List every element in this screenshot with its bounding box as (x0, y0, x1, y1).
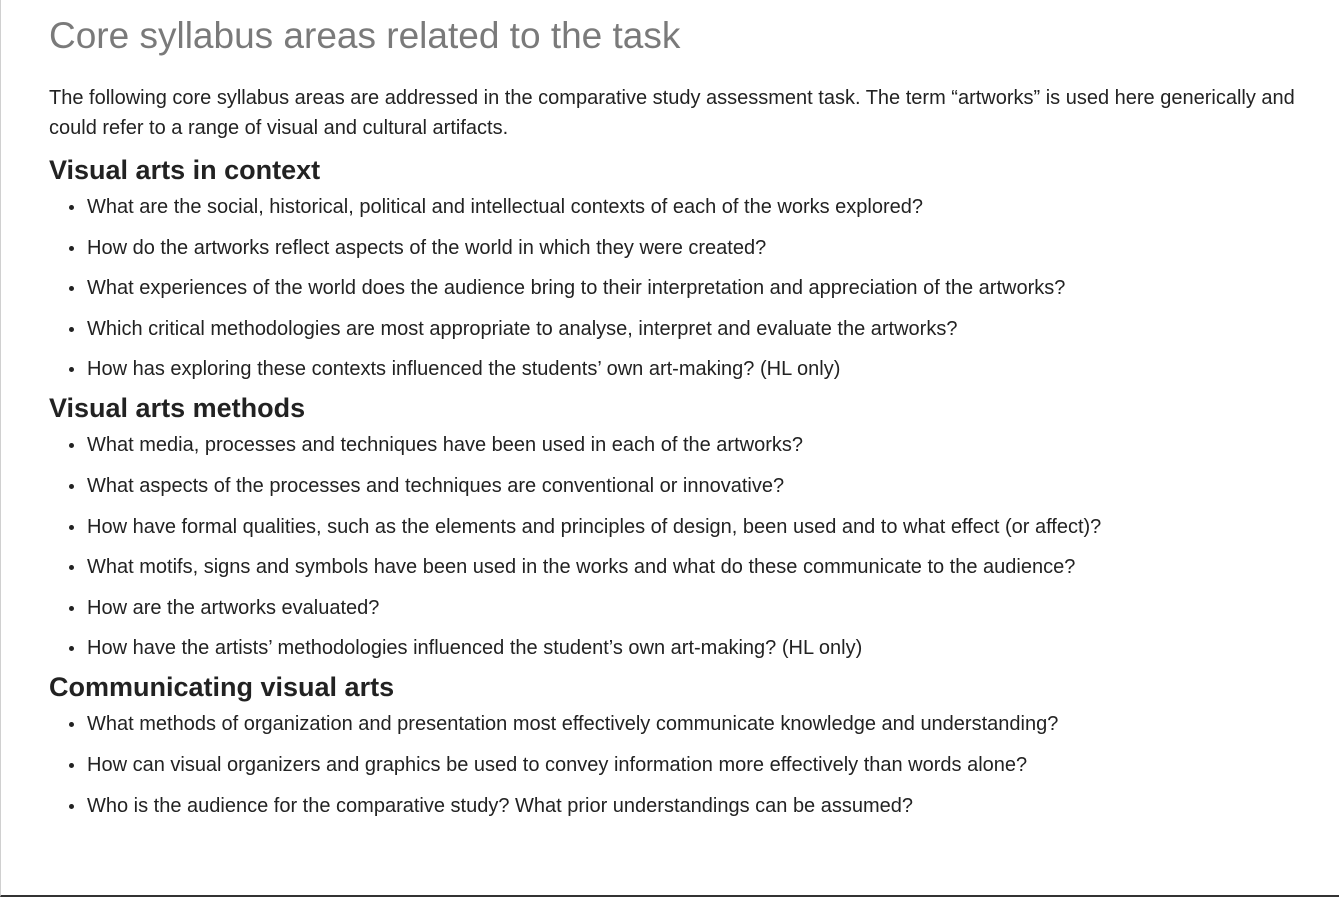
list-item: How have the artists’ methodologies influenced the student’s own art-making? (HL only) (87, 636, 1329, 660)
list-item: How are the artworks evaluated? (87, 596, 1329, 620)
intro-paragraph: The following core syllabus areas are addressed in the comparative study assessment task. The term “artworks” is used here generically and could refer to a range of visual and cultural artifacts. (49, 87, 1295, 139)
list-item: How has exploring these contexts influenced the students’ own art-making? (HL only) (87, 357, 1329, 381)
list-item: What media, processes and techniques have been used in each of the artworks? (87, 433, 1329, 457)
section-heading-communicating: Communicating visual arts (49, 672, 395, 703)
list-item: What are the social, historical, political and intellectual contexts of each of the works explored? (87, 195, 1329, 219)
list-item: What experiences of the world does the audience bring to their interpretation and appreciation of the artworks? (87, 276, 1329, 300)
list-item: What motifs, signs and symbols have been used in the works and what do these communicate to the audience? (87, 555, 1329, 579)
list-item: Who is the audience for the comparative study? What prior understandings can be assumed? (87, 794, 1329, 818)
context-question-list (49, 195, 1329, 381)
list-item: What aspects of the processes and techniques are conventional or innovative? (87, 474, 1329, 498)
page-title: Core syllabus areas related to the task (49, 15, 681, 56)
methods-question-list (49, 433, 1329, 660)
section-heading-methods: Visual arts methods (49, 393, 306, 424)
list-item: How do the artworks reflect aspects of the world in which they were created? (87, 236, 1329, 260)
list-item: Which critical methodologies are most appropriate to analyse, interpret and evaluate the artworks? (87, 317, 1329, 341)
section-heading-context: Visual arts in context (49, 155, 321, 185)
list-item: How have formal qualities, such as the elements and principles of design, been used and to what effect (or affect)? (87, 515, 1329, 539)
list-item: How can visual organizers and graphics be used to convey information more effectively than words alone? (87, 753, 1329, 777)
list-item: What methods of organization and presentation most effectively communicate knowledge and understanding? (87, 712, 1329, 736)
communicating-question-list (49, 712, 1329, 817)
document-content (49, 0, 1329, 818)
